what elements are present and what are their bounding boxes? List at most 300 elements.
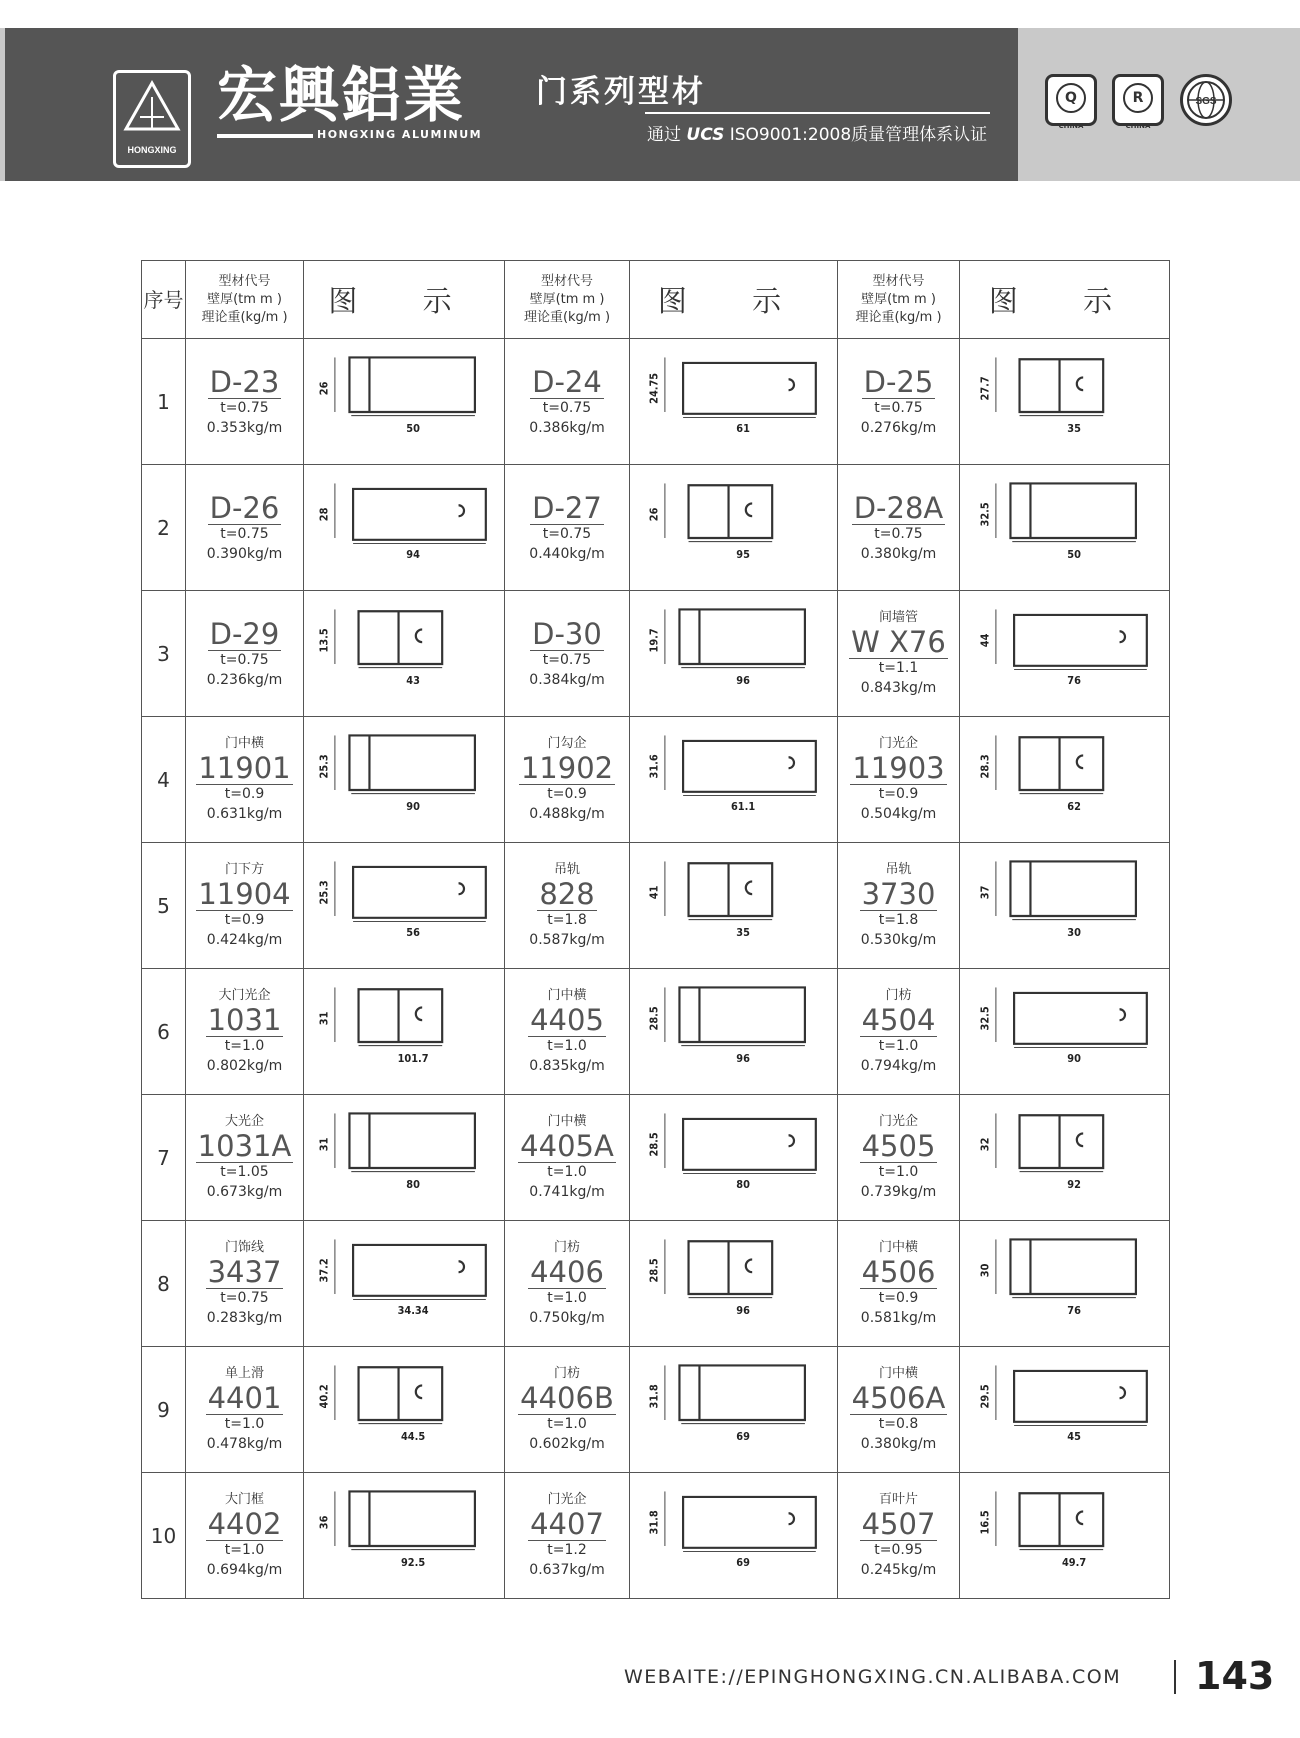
profile-code: 11901 [198,750,291,785]
profile-weight: 0.386kg/m [529,419,605,436]
profile-code: 1031 [207,1002,282,1037]
width-dimension-label: 49.7 [1061,1555,1086,1569]
logo-caption: HONGXING [127,145,177,155]
profile-weight: 0.380kg/m [860,545,937,562]
profile-figure-cell [960,717,1170,843]
profile-category: 门光企 [878,1113,918,1129]
width-dimension-label: 92 [1066,1177,1081,1191]
width-dimension-label: 94 [406,547,420,561]
profile-thickness: t=0.9 [547,785,587,802]
title-rule [645,112,990,114]
profile-spec-cell [186,717,304,843]
table-row [142,1473,1170,1599]
profile-cross-section-drawing [965,599,1165,709]
profile-thickness: t=1.0 [547,1163,587,1180]
profile-code: D-26 [209,490,280,525]
table-row [142,843,1170,969]
profile-figure-cell [304,717,505,843]
height-dimension-label: 19.7 [647,627,661,652]
width-dimension-label: 35 [735,925,750,939]
profile-outline [359,611,443,664]
profile-weight: 0.390kg/m [206,545,283,562]
profile-cross-section-drawing [634,1481,834,1591]
header-spec [186,261,304,339]
profile-outline [349,1113,474,1168]
height-dimension-label: 28.5 [647,1005,661,1030]
profile-spec-cell [505,969,630,1095]
row-seq: 6 [142,969,186,1095]
profile-weight: 0.276kg/m [860,419,937,436]
profile-figure-cell [960,1473,1170,1599]
profile-spec-cell [505,717,630,843]
profile-spec-cell [186,969,304,1095]
width-dimension-label: 92.5 [400,1555,426,1569]
height-dimension-label: 31 [317,1137,331,1151]
profile-cross-section-drawing [304,1103,504,1213]
profile-category: 门下方 [224,861,264,877]
profile-code: 11904 [198,876,291,911]
profile-code: 828 [539,876,595,911]
brand-name-en: HONGXING ALUMINUM [317,128,483,141]
profile-thickness: t=1.0 [224,1541,265,1558]
profile-cross-section-drawing [304,851,504,961]
header-spec-code: 型材代号 [218,273,271,289]
header-spec-code: 型材代号 [540,273,593,289]
profile-spec-cell [838,465,960,591]
profile-cross-section-drawing [965,1481,1165,1591]
profile-thickness: t=0.75 [542,399,592,416]
profile-thickness: t=0.75 [542,525,592,542]
profile-spec-cell [186,339,304,465]
brand-underline [217,134,313,138]
profile-outline [1010,861,1135,916]
cert-mark: UCS [686,125,725,145]
profile-spec-cell [186,843,304,969]
profile-spec-cell [838,339,960,465]
height-dimension-label: 28.5 [647,1131,661,1156]
table-row [142,1347,1170,1473]
profile-category: 门饰线 [224,1239,264,1255]
width-dimension-label: 76 [1066,673,1081,687]
profile-category: 门枋 [885,987,912,1003]
height-dimension-label: 37 [978,885,992,899]
profile-thickness: t=0.9 [224,911,265,928]
profile-weight: 0.739kg/m [860,1183,937,1200]
profile-category: 吊轨 [885,861,912,877]
width-dimension-label: 80 [735,1177,750,1191]
profile-figure-cell [630,1473,838,1599]
profile-category: 大门光企 [218,987,271,1003]
profile-code: 4402 [207,1506,282,1541]
profile-category: 门中横 [547,987,587,1003]
width-dimension-label: 90 [1066,1051,1081,1065]
profile-code: D-25 [863,364,934,399]
header-figure: 图 示 [630,261,838,339]
profile-category: 门中横 [224,735,264,751]
profile-weight: 0.380kg/m [860,1435,937,1452]
profile-outline [683,362,816,413]
profile-figure-cell [304,969,505,1095]
profile-thickness: t=1.0 [547,1037,587,1054]
header-spec [838,261,960,339]
globe-icon [1183,77,1229,123]
width-dimension-label: 76 [1066,1303,1081,1317]
profile-outline [349,1491,474,1546]
profile-figure-cell [304,339,505,465]
header-spec-thickness: 壁厚(tm m ) [207,291,282,307]
height-dimension-label: 26 [647,507,661,521]
height-dimension-label: 25.3 [317,879,331,904]
width-dimension-label: 69 [735,1555,750,1569]
profile-outline [683,1496,816,1547]
profile-figure-cell [960,1347,1170,1473]
profile-figure-cell [630,843,838,969]
header-figure: 图 示 [960,261,1170,339]
height-dimension-label: 44 [978,633,992,647]
profile-spec-cell [505,1473,630,1599]
profile-category: 门中横 [878,1239,918,1255]
profile-code: 4506 [861,1254,936,1289]
width-dimension-label: 96 [735,673,750,687]
height-dimension-label: 28.5 [647,1257,661,1282]
width-dimension-label: 43 [406,673,420,687]
profile-spec-cell [838,969,960,1095]
profile-category: 门光企 [878,735,918,751]
width-dimension-label: 61.1 [730,799,755,813]
width-dimension-label: 56 [406,925,420,939]
page-number: 143 [1195,1654,1275,1698]
profile-cross-section-drawing [634,1355,834,1465]
profile-weight: 0.802kg/m [206,1057,283,1074]
profile-thickness: t=1.0 [878,1163,919,1180]
width-dimension-label: 96 [735,1051,750,1065]
width-dimension-label: 69 [735,1429,750,1443]
profile-code: D-23 [209,364,280,399]
width-dimension-label: 35 [1066,421,1081,435]
profile-weight: 0.694kg/m [206,1561,283,1578]
height-dimension-label: 40.2 [317,1383,331,1408]
profile-weight: 0.581kg/m [860,1309,937,1326]
profile-code: 4407 [530,1506,604,1541]
profile-figure-cell [304,1473,505,1599]
profile-spec-cell [186,1347,304,1473]
profile-category: 单上滑 [224,1365,264,1381]
width-dimension-label: 34.34 [397,1303,429,1317]
profile-category: 百叶片 [878,1491,918,1507]
profile-thickness: t=0.9 [878,1289,919,1306]
table-body [142,339,1170,1599]
profile-thickness: t=0.95 [874,1541,923,1558]
badge-letter: R [1123,83,1153,113]
profile-figure-cell [630,717,838,843]
certification-statement [647,120,987,145]
profile-spec-cell [838,1347,960,1473]
profile-figure-cell [304,591,505,717]
header-spec-weight: 理论重(kg/m ) [523,309,611,325]
profile-cross-section-drawing [304,977,504,1087]
height-dimension-label: 13.5 [317,627,331,652]
header-spec-thickness: 壁厚(tm m ) [529,291,605,307]
profile-thickness: t=0.75 [220,651,269,668]
profile-spec-cell [505,1221,630,1347]
profile-thickness: t=0.9 [224,785,265,802]
height-dimension-label: 36 [317,1515,331,1529]
profile-outline [1019,359,1103,412]
profile-code: D-30 [532,616,602,651]
height-dimension-label: 32 [978,1137,992,1151]
profile-weight: 0.504kg/m [860,805,937,822]
header-spec [505,261,630,339]
header-spec-code: 型材代号 [872,273,925,289]
width-dimension-label: 95 [735,547,750,561]
height-dimension-label: 27.7 [978,375,992,400]
profile-cross-section-drawing [304,599,504,709]
height-dimension-label: 26 [317,381,331,395]
width-dimension-label: 101.7 [397,1051,429,1065]
height-dimension-label: 28 [317,507,331,521]
profile-weight: 0.283kg/m [206,1309,283,1326]
profile-cross-section-drawing [965,347,1165,457]
width-dimension-label: 50 [406,421,420,435]
registered-cert-badge [1112,74,1164,130]
profile-outline [359,1367,443,1420]
profile-code: 4406B [520,1380,614,1415]
footer-website: WEBAITE://EPINGHONGXING.CN.ALIBABA.COM [624,1666,1122,1688]
profile-thickness: t=0.8 [878,1415,919,1432]
profile-category: 大光企 [224,1113,264,1129]
profile-code: 4401 [207,1380,282,1415]
profile-category: 大门框 [224,1491,264,1507]
profile-category: 门勾企 [547,735,587,751]
profile-code: 1031A [197,1128,292,1163]
profile-spec-cell [186,1221,304,1347]
profile-weight: 0.637kg/m [529,1561,605,1578]
row-seq: 10 [142,1473,186,1599]
profile-cross-section-drawing [965,1103,1165,1213]
profile-outline [679,1365,804,1420]
profile-spec-cell [505,339,630,465]
height-dimension-label: 31 [317,1011,331,1025]
width-dimension-label: 62 [1066,799,1081,813]
profile-outline [679,609,804,664]
width-dimension-label: 61 [735,421,750,435]
profile-thickness: t=1.0 [547,1289,587,1306]
profile-weight: 0.741kg/m [529,1183,605,1200]
profile-outline [349,735,474,790]
footer-divider [1174,1660,1176,1694]
profile-thickness: t=0.75 [874,525,923,542]
profile-code: 3730 [861,876,936,911]
header-brand-panel [5,28,1018,181]
profile-code: 4506A [851,1380,946,1415]
badge-caption: SGS [1195,96,1217,107]
row-seq: 8 [142,1221,186,1347]
profile-weight: 0.245kg/m [860,1561,937,1578]
profile-cross-section-drawing [965,851,1165,961]
profile-cross-section-drawing [634,1229,834,1339]
profile-outline [353,866,486,917]
profile-figure-cell [960,339,1170,465]
profile-weight: 0.673kg/m [206,1183,283,1200]
profile-code: 4507 [861,1506,936,1541]
profile-weight: 0.424kg/m [206,931,283,948]
table-row [142,1221,1170,1347]
profile-code: 11903 [852,750,945,785]
profile-code: D-27 [532,490,602,525]
profile-cross-section-drawing [634,851,834,961]
width-dimension-label: 80 [406,1177,420,1191]
height-dimension-label: 31.6 [647,753,661,778]
row-seq: 2 [142,465,186,591]
profile-cross-section-drawing [965,1355,1165,1465]
profile-cross-section-drawing [634,347,834,457]
profile-weight: 0.587kg/m [529,931,605,948]
profile-thickness: t=0.75 [220,525,269,542]
profile-cross-section-drawing [304,473,504,583]
brand-name-cn: 宏興鋁業 [217,61,465,131]
profile-weight: 0.236kg/m [206,671,283,688]
height-dimension-label: 31.8 [647,1383,661,1408]
profile-thickness: t=1.8 [547,911,587,928]
profile-code: W X76 [851,624,946,659]
profile-code: 4405A [520,1128,614,1163]
profile-figure-cell [960,591,1170,717]
profile-thickness: t=0.75 [220,399,269,416]
profile-figure-cell [304,1221,505,1347]
row-seq: 1 [142,339,186,465]
profile-category: 门枋 [553,1239,580,1255]
profile-figure-cell [960,1095,1170,1221]
profile-outline [679,987,804,1042]
profile-thickness: t=1.1 [878,659,919,676]
row-seq: 4 [142,717,186,843]
profile-thickness: t=1.0 [224,1037,265,1054]
table-row [142,717,1170,843]
profile-figure-cell [304,465,505,591]
profile-cross-section-drawing [304,1355,504,1465]
table-row [142,969,1170,1095]
profile-cross-section-drawing [965,977,1165,1087]
table-header-row [142,261,1170,339]
profile-figure-cell [630,969,838,1095]
profile-spec-cell [505,591,630,717]
profile-thickness: t=1.2 [547,1541,587,1558]
profile-category: 门中横 [878,1365,918,1381]
width-dimension-label: 30 [1066,925,1081,939]
company-logo [113,70,191,168]
profile-code: 3437 [207,1254,282,1289]
profile-outline [1014,1370,1147,1421]
width-dimension-label: 45 [1066,1429,1081,1443]
profile-outline [683,740,816,791]
profile-thickness: t=0.75 [542,651,592,668]
row-seq: 5 [142,843,186,969]
profile-catalog-table [141,260,1170,1599]
height-dimension-label: 28.3 [978,753,992,778]
profile-figure-cell [630,591,838,717]
profile-outline [1019,1493,1103,1546]
height-dimension-label: 32.5 [978,1005,992,1030]
profile-figure-cell [304,1095,505,1221]
height-dimension-label: 31.8 [647,1509,661,1534]
header-spec-thickness: 壁厚(tm m ) [861,291,936,307]
profile-outline [1014,614,1147,665]
profile-cross-section-drawing [634,599,834,709]
profile-category: 门中横 [547,1113,587,1129]
width-dimension-label: 90 [406,799,420,813]
profile-weight: 0.488kg/m [529,805,605,822]
header-spec-weight: 理论重(kg/m ) [201,309,288,325]
row-seq: 7 [142,1095,186,1221]
profile-spec-cell [186,465,304,591]
profile-outline [1019,1115,1103,1168]
row-seq: 9 [142,1347,186,1473]
table-row [142,465,1170,591]
profile-thickness: t=1.0 [878,1037,919,1054]
profile-cross-section-drawing [304,1481,504,1591]
profile-cross-section-drawing [965,473,1165,583]
profile-thickness: t=1.0 [547,1415,587,1432]
profile-figure-cell [630,1221,838,1347]
row-seq: 3 [142,591,186,717]
profile-weight: 0.750kg/m [529,1309,605,1326]
profile-code: 11902 [520,750,614,785]
table-row [142,591,1170,717]
height-dimension-label: 24.75 [647,372,661,404]
profile-category: 门光企 [547,1491,587,1507]
profile-figure-cell [630,1095,838,1221]
profile-outline [1010,483,1135,538]
profile-spec-cell [505,1347,630,1473]
profile-weight: 0.478kg/m [206,1435,283,1452]
profile-code: D-29 [209,616,280,651]
profile-cross-section-drawing [634,725,834,835]
profile-figure-cell [960,465,1170,591]
profile-figure-cell [630,465,838,591]
profile-outline [349,357,474,412]
catalog-section-title: 门系列型材 [536,74,706,110]
cert-prefix: 通过 [647,125,681,145]
logo-triangle-icon [116,73,188,165]
height-dimension-label: 25.3 [317,753,331,778]
profile-outline [359,989,443,1042]
cert-standard: ISO9001:2008质量管理体系认证 [729,125,988,145]
profile-thickness: t=0.75 [220,1289,269,1306]
profile-weight: 0.631kg/m [206,805,283,822]
profile-code: D-28A [853,490,944,525]
profile-outline [1010,1239,1135,1294]
profile-cross-section-drawing [965,725,1165,835]
width-dimension-label: 44.5 [400,1429,426,1443]
profile-outline [688,863,772,916]
height-dimension-label: 37.2 [317,1257,331,1282]
header-spec-weight: 理论重(kg/m ) [855,309,942,325]
profile-spec-cell [505,843,630,969]
profile-outline [1014,992,1147,1043]
profile-thickness: t=0.75 [874,399,923,416]
table-row [142,339,1170,465]
profile-outline [353,1244,486,1295]
profile-figure-cell [960,969,1170,1095]
profile-weight: 0.530kg/m [860,931,937,948]
height-dimension-label: 16.5 [978,1509,992,1534]
profile-spec-cell [505,1095,630,1221]
profile-cross-section-drawing [304,725,504,835]
badge-caption: CHINA [1125,122,1151,130]
sgs-globe-badge [1180,74,1232,126]
profile-code: 4505 [861,1128,936,1163]
width-dimension-label: 50 [1066,547,1081,561]
